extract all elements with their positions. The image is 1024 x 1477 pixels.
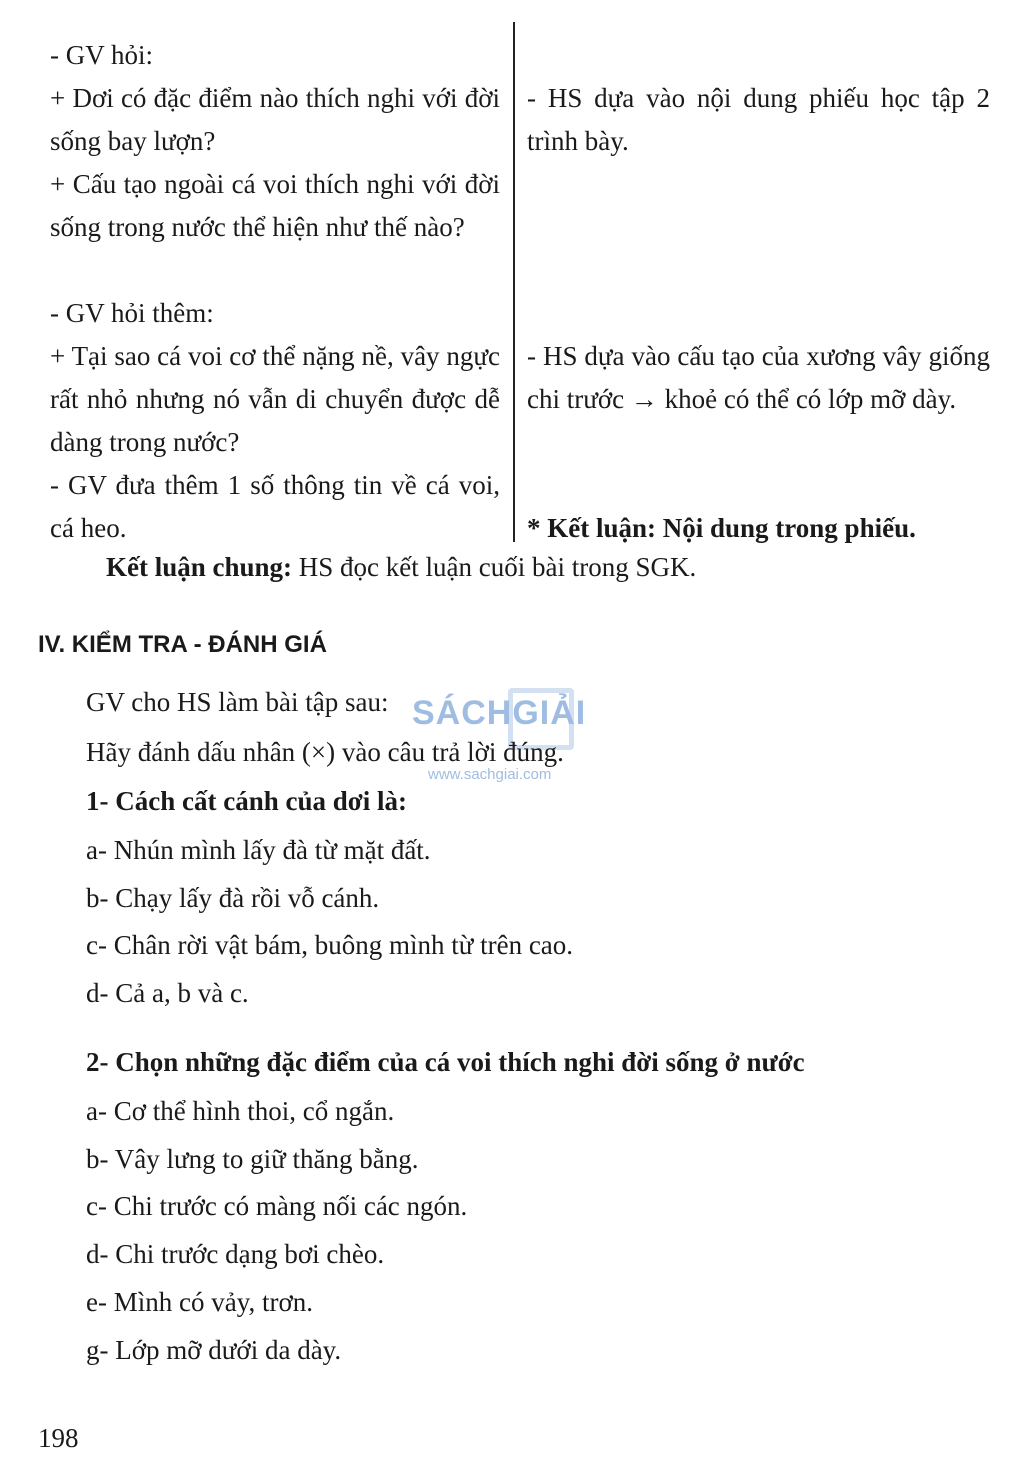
general-conclusion-text: HS đọc kết luận cuối bài trong SGK. (292, 552, 697, 582)
left-cell-gv-ask-more: - GV hỏi thêm: (50, 298, 214, 328)
left-cell-question-whale: + Cấu tạo ngoài cá voi thích nghi với đời sống trong nước thể hiện như thế nào? (50, 169, 500, 242)
question-2-option-g: g- Lớp mỡ dưới da dày. (86, 1335, 342, 1365)
question-2-option-e: e- Mình có vảy, trơn. (86, 1287, 313, 1317)
column-divider (513, 22, 515, 542)
question-1-option-d: d- Cả a, b và c. (86, 978, 249, 1008)
question-1-option-a: a- Nhún mình lấy đà từ mặt đất. (86, 835, 431, 865)
question-2-option-c: c- Chi trước có màng nối các ngón. (86, 1191, 468, 1221)
page-number: 198 (38, 1423, 79, 1453)
left-cell-gv-ask: - GV hỏi: (50, 40, 154, 70)
left-cell-gv-info: - GV đưa thêm 1 số thông tin về cá voi, cá heo. (50, 470, 500, 543)
right-cell-hs-present: - HS dựa vào nội dung phiếu học tập 2 trình bày. (527, 83, 990, 156)
watermark-title: SÁCHGIẢI (412, 694, 587, 732)
question-2-option-d: d- Chi trước dạng bơi chèo. (86, 1239, 385, 1269)
question-1-option-b: b- Chạy lấy đà rồi vỗ cánh. (86, 883, 380, 913)
left-cell-question-whale-move: + Tại sao cá voi cơ thể nặng nề, vây ngực rất nhỏ nhưng nó vẫn di chuyển được dễ dàng trong nước? (50, 341, 500, 457)
question-1-option-c: c- Chân rời vật bám, buông mình từ trên cao. (86, 930, 574, 960)
right-cell-conclusion: * Kết luận: Nội dung trong phiếu. (527, 513, 916, 543)
intro-line-1: GV cho HS làm bài tập sau: (86, 687, 389, 717)
question-2-title: 2- Chọn những đặc điểm của cá voi thích nghi đời sống ở nước (86, 1047, 805, 1077)
intro-line-2: Hãy đánh dấu nhân (×) vào câu trả lời đúng. (86, 737, 564, 767)
general-conclusion-label: Kết luận chung: (106, 552, 293, 582)
question-1-title: 1- Cách cất cánh của dơi là: (86, 786, 407, 816)
watermark-url: www.sachgiai.com (428, 766, 552, 783)
left-cell-question-bat: + Dơi có đặc điểm nào thích nghi với đời sống bay lượn? (50, 83, 500, 156)
lesson-table (50, 22, 990, 542)
question-2-option-b: b- Vây lưng to giữ thăng bằng. (86, 1144, 419, 1174)
section-heading: IV. KIỂM TRA - ĐÁNH GIÁ (38, 631, 327, 658)
general-conclusion (106, 551, 696, 583)
right-cell-hs-answer: - HS dựa vào cấu tạo của xương vây giống chi trước → khoẻ có thể có lớp mỡ dày. (527, 341, 990, 414)
question-2-option-a: a- Cơ thể hình thoi, cổ ngắn. (86, 1096, 395, 1126)
